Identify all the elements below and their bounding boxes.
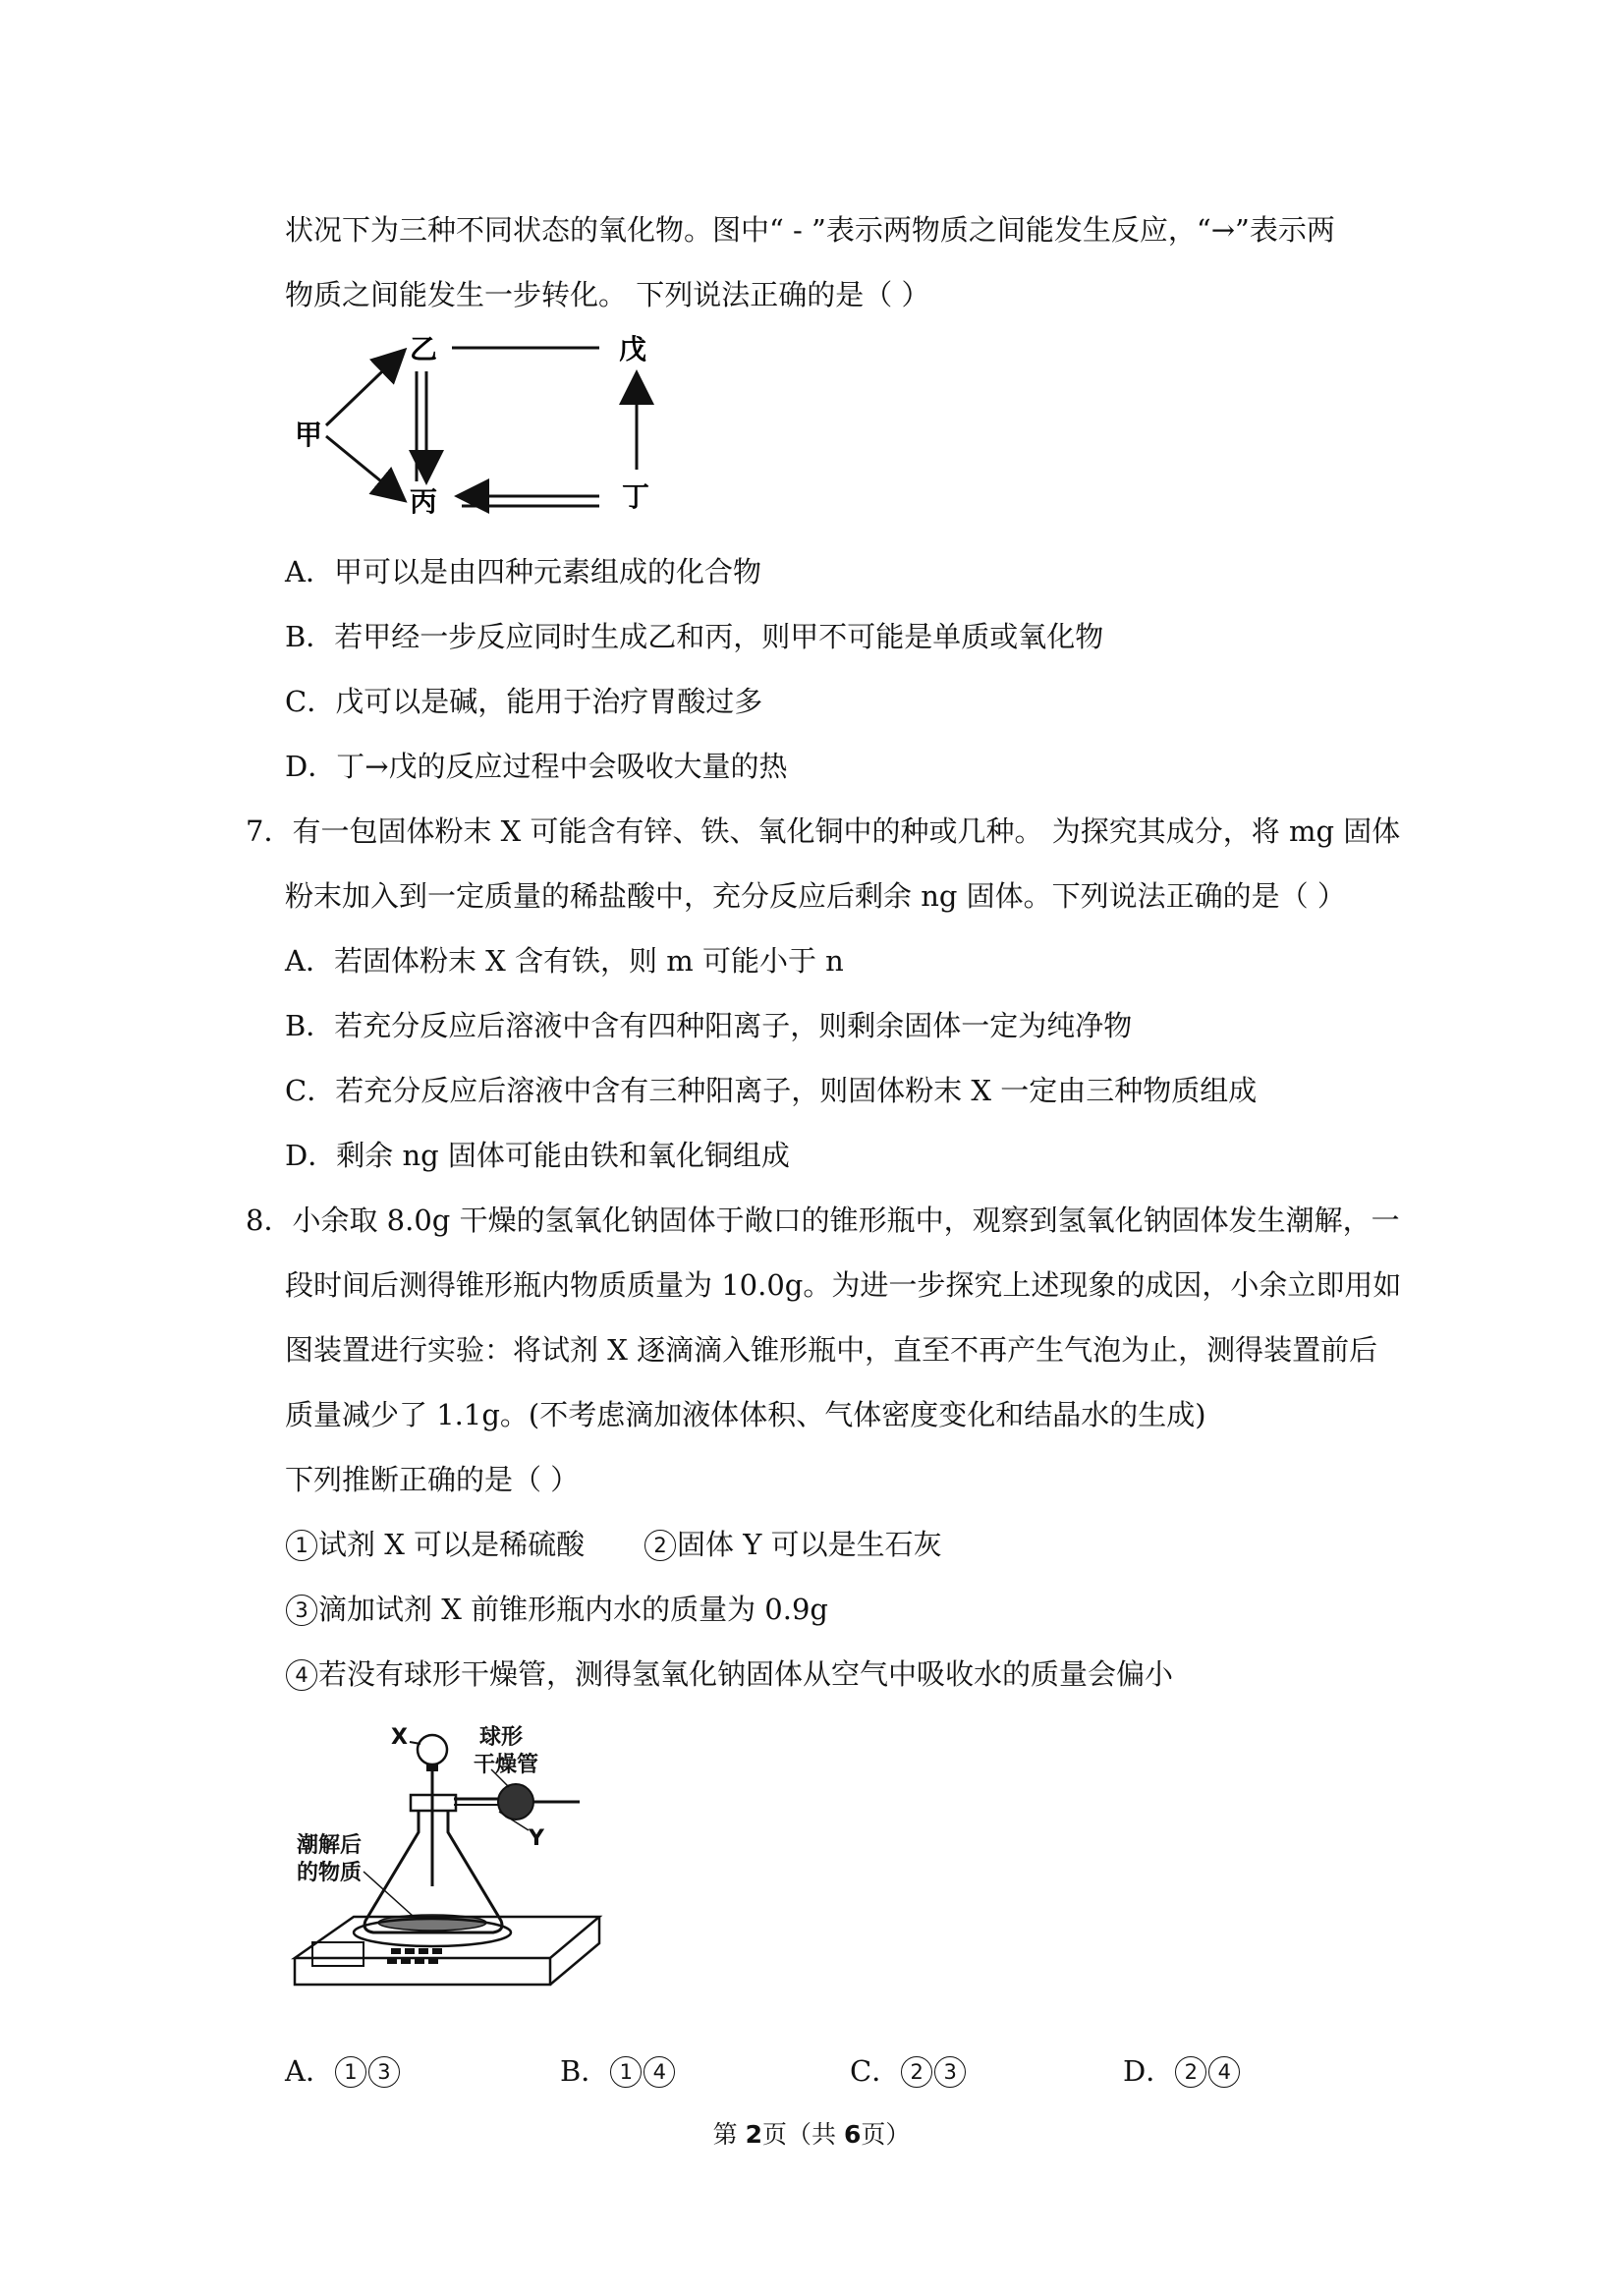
circled-number: 2 — [644, 1530, 676, 1561]
balance-keypad — [387, 1948, 442, 1964]
stopcock — [426, 1764, 438, 1771]
page-footer: 第 2页（共 6页） — [712, 2120, 911, 2149]
circled-number: 2 — [1175, 2056, 1206, 2088]
q7-stem-line-1: 7．有一包固体粉末 X 可能含有锌、铁、氧化铜中的种或几种。 为探究其成分，将 mg 固体 — [246, 814, 1401, 848]
q8-answer-row — [285, 2051, 1366, 2091]
node-jia: 甲 — [295, 419, 323, 451]
q6-option-a: A．甲可以是由四种元素组成的化合物 — [285, 555, 761, 588]
q7-option-c: C．若充分反应后溶液中含有三种阳离子，则固体粉末 X 一定由三种物质组成 — [285, 1074, 1258, 1107]
arrow-jia-to-bing — [326, 436, 403, 499]
q8-answer-c: C． 2 3 — [850, 2051, 967, 2091]
q7-stem-line-2: 粉末加入到一定质量的稀盐酸中，充分反应后剩余 ng 固体。下列说法正确的是（ ） — [285, 879, 1346, 913]
q6-option-d: D．丁→戊的反应过程中会吸收大量的热 — [285, 750, 788, 783]
label-substance-1: 潮解后 — [297, 1833, 363, 1858]
label-tube-1: 球形 — [479, 1725, 524, 1750]
label-substance-2: 的物质 — [297, 1861, 363, 1885]
node-ding: 丁 — [622, 480, 650, 513]
transformation-diagram — [285, 324, 678, 531]
circled-number: 1 — [610, 2056, 642, 2088]
q6-option-b: B．若甲经一步反应同时生成乙和丙，则甲不可能是单质或氧化物 — [285, 620, 1104, 653]
q6-intro-line-2: 物质之间能发生一步转化。 下列说法正确的是（ ） — [285, 278, 930, 311]
circled-number: 3 — [368, 2056, 400, 2088]
label-x: X — [391, 1725, 408, 1750]
q8-statement-4 — [285, 1654, 1173, 1694]
q8-answer-b: B． 1 4 — [560, 2051, 676, 2091]
q6-option-c: C．戊可以是碱，能用于治疗胃酸过多 — [285, 685, 763, 718]
q7-option-b: B．若充分反应后溶液中含有四种阳离子，则剩余固体一定为纯净物 — [285, 1009, 1133, 1042]
q8-stem-line-2: 段时间后测得锥形瓶内物质质量为 10.0g。为进一步探究上述现象的成因，小余立即用如 — [285, 1268, 1402, 1302]
balance-display — [312, 1942, 364, 1966]
statement-text: 试剂 X 可以是稀硫酸 — [318, 1528, 586, 1561]
q7-option-d: D．剩余 ng 固体可能由铁和氧化铜组成 — [285, 1139, 790, 1172]
q8-statement-1 — [285, 1525, 585, 1564]
label-y: Y — [529, 1826, 544, 1851]
q8-stem-line-1: 8．小余取 8.0g 干燥的氢氧化钠固体于敞口的锥形瓶中，观察到氢氧化钠固体发生潮解，一 — [246, 1204, 1400, 1237]
statement-text: 固体 Y 可以是生石灰 — [677, 1528, 942, 1561]
q8-answer-a: A． 1 3 — [285, 2051, 401, 2091]
circled-number: 3 — [934, 2056, 966, 2088]
circled-number: 2 — [901, 2056, 932, 2088]
node-yi: 乙 — [410, 333, 438, 365]
circled-number: 4 — [286, 1659, 317, 1691]
circled-number: 1 — [286, 1530, 317, 1561]
q6-intro-line-1: 状况下为三种不同状态的氧化物。图中“ - ”表示两物质之间能发生反应，“→”表示两 — [285, 213, 1335, 247]
statement-text: 若没有球形干燥管，测得氢氧化钠固体从空气中吸收水的质量会偏小 — [318, 1657, 1174, 1691]
q7-option-a: A．若固体粉末 X 含有铁，则 m 可能小于 n — [285, 944, 844, 978]
q8-statement-3 — [285, 1590, 828, 1629]
circled-number: 4 — [1208, 2056, 1240, 2088]
node-wu: 戊 — [619, 333, 647, 365]
total-pages: 6 — [843, 2120, 862, 2149]
node-bing: 丙 — [410, 485, 438, 518]
page-number: 2 — [745, 2120, 762, 2149]
q8-statement-2 — [644, 1525, 942, 1564]
q8-stem-line-5: 下列推断正确的是（ ） — [285, 1463, 580, 1496]
circled-number: 4 — [644, 2056, 675, 2088]
q8-answer-d: D． 2 4 — [1123, 2051, 1241, 2091]
funnel-bulb — [418, 1735, 447, 1764]
statement-text: 滴加试剂 X 前锥形瓶内水的质量为 0.9g — [318, 1593, 828, 1626]
circled-number: 3 — [286, 1595, 317, 1626]
circled-number: 1 — [335, 2056, 366, 2088]
q8-stem-line-3: 图装置进行实验：将试剂 X 逐滴滴入锥形瓶中，直至不再产生气泡为止，测得装置前后 — [285, 1333, 1378, 1367]
q8-stem-line-4: 质量减少了 1.1g。(不考虑滴加液体体积、气体密度变化和结晶水的生成) — [285, 1398, 1206, 1431]
apparatus-diagram — [285, 1714, 639, 2014]
arrow-jia-to-yi — [326, 352, 403, 425]
label-tube-2: 干燥管 — [474, 1753, 539, 1777]
